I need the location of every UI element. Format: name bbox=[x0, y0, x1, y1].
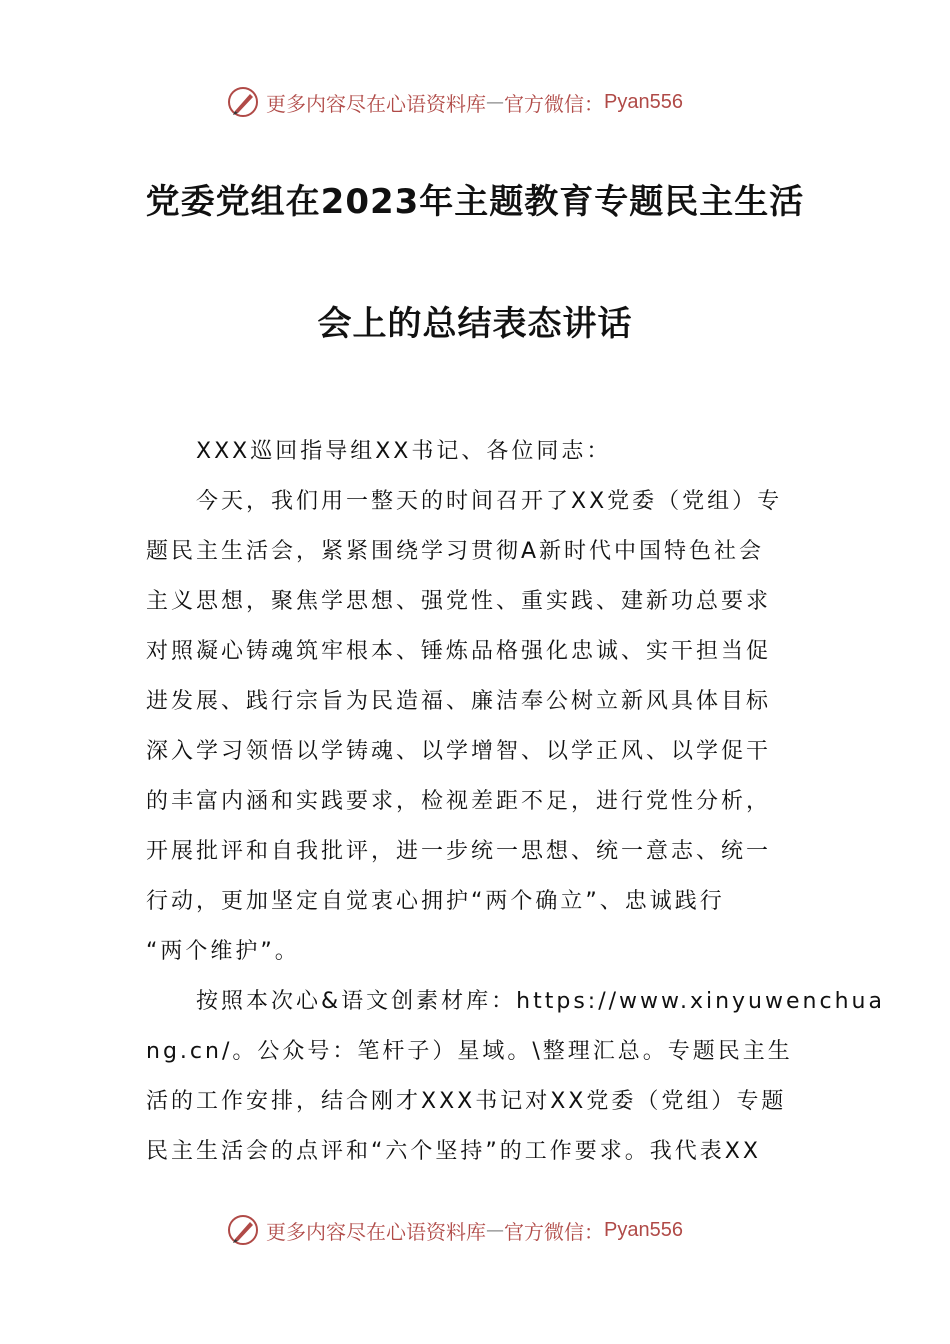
body-line: 的丰富内涵和实践要求，检视差距不足，进行党性分析， bbox=[146, 789, 772, 814]
body-line: 按照本次心&语文创素材库：https://www.xinyuwenchua bbox=[196, 989, 885, 1014]
watermark-text: 更多内容尽在心语资料库 bbox=[266, 91, 486, 116]
body-line: 活的工作安排，结合刚才XXX书记对XX党委（党组）专题 bbox=[146, 1089, 787, 1114]
watermark-suffix: 官方微信： bbox=[504, 1219, 604, 1244]
watermark-dash: — bbox=[486, 1219, 504, 1241]
document-title-line-1: 党委党组在2023年主题教育专题民主生活 bbox=[145, 182, 805, 222]
body-line: ng.cn/。公众号：笔杆子）星域。\整理汇总。专题民主生 bbox=[146, 1039, 793, 1064]
watermark-id: Pyan556 bbox=[604, 90, 683, 113]
body-line: 题民主生活会，紧紧围绕学习贯彻A新时代中国特色社会 bbox=[146, 539, 765, 564]
body-line: 行动，更加坚定自觉衷心拥护“两个确立”、忠诚践行 bbox=[146, 889, 725, 914]
watermark-text: 更多内容尽在心语资料库 bbox=[266, 1219, 486, 1244]
body-line: 今天，我们用一整天的时间召开了XX党委（党组）专 bbox=[196, 489, 783, 514]
body-line: 民主生活会的点评和“六个坚持”的工作要求。我代表XX bbox=[146, 1139, 761, 1164]
pen-logo-icon bbox=[226, 85, 260, 119]
body-line: 对照凝心铸魂筑牢根本、锤炼品格强化忠诚、实干担当促 bbox=[146, 639, 772, 664]
document-title-line-2: 会上的总结表态讲话 bbox=[317, 304, 633, 344]
body-line: “两个维护”。 bbox=[146, 939, 300, 964]
watermark-dash: — bbox=[486, 91, 504, 113]
pen-logo-icon bbox=[226, 1213, 260, 1247]
watermark-suffix: 官方微信： bbox=[504, 91, 604, 116]
body-line: 进发展、践行宗旨为民造福、廉洁奉公树立新风具体目标 bbox=[146, 689, 772, 714]
body-line: 主义思想，聚焦学思想、强党性、重实践、建新功总要求 bbox=[146, 589, 772, 614]
footer-watermark bbox=[226, 1212, 683, 1248]
body-line: XXX巡回指导组XX书记、各位同志： bbox=[196, 439, 612, 464]
body-line: 深入学习领悟以学铸魂、以学增智、以学正风、以学促干 bbox=[146, 739, 772, 764]
header-watermark bbox=[226, 84, 683, 120]
watermark-id: Pyan556 bbox=[604, 1218, 683, 1241]
body-line: 开展批评和自我批评，进一步统一思想、统一意志、统一 bbox=[146, 839, 772, 864]
